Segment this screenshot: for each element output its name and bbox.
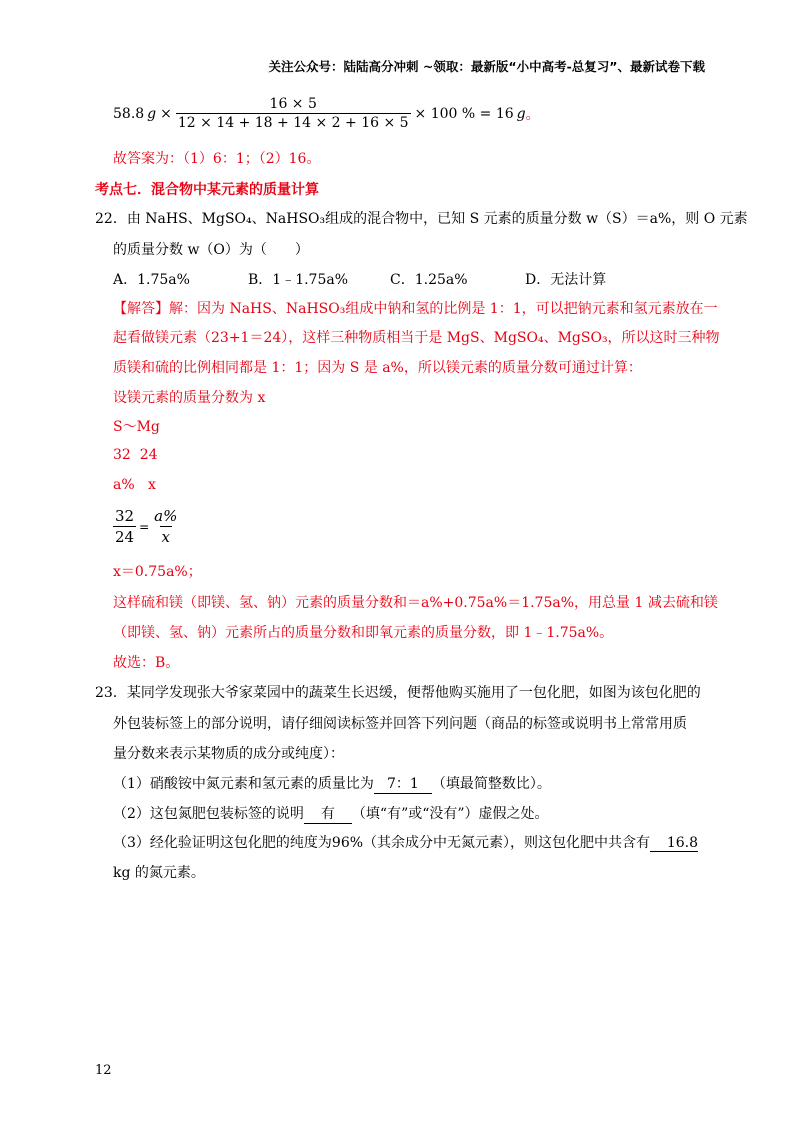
q22-analysis-line-3: 质镁和硫的比例相同都是 1：1；因为 S 是 a%，所以镁元素的质量分数可通过计算：	[113, 360, 642, 376]
q22-analysis-line-7: a% x	[113, 477, 156, 493]
q22-analysis-line-1: 【解答】解：因为 NaHS、NaHSO₃组成中钠和氢的比例是 1：1，可以把钠元素和氢元素放在一	[113, 301, 718, 317]
ratio-fraction-left: $\frac{32}{24}$	[115, 507, 135, 546]
calc-formula	[113, 96, 540, 131]
q22-analysis-line-6: 32 24	[113, 447, 158, 463]
q22-option-c: C．1.25a%	[390, 272, 468, 288]
q23-sub-3-line-2: kg 的氮元素。	[113, 865, 205, 881]
section-title: 考点七．混合物中某元素的质量计算	[95, 182, 319, 198]
analysis-tag: 【解答】	[113, 301, 169, 317]
q23-answer-2: 有	[304, 803, 352, 824]
calc-tail: × 100 % = 16	[414, 105, 514, 122]
q23-sub-2: （2）这包氮肥包装标签的说明 有 （填“有”或“没有”）虚假之处。	[113, 803, 549, 824]
q22-result-line-1: x＝0.75a%；	[113, 564, 202, 580]
q23-sub-1: （1）硝酸铵中氮元素和氢元素的质量比为 7：1 （填最简整数比）。	[113, 773, 551, 794]
calc-end: 。	[525, 106, 540, 123]
calc-numerator: 16 × 5	[269, 96, 317, 112]
page-header: 关注公众号：陆陆高分冲刺 ~领取：最新版“小中高考-总复习”、最新试卷下载	[268, 59, 705, 74]
q22-option-b: B．1﹣1.75a%	[248, 272, 349, 288]
q23-line-1: 23．某同学发现张大爷家菜园中的蔬菜生长迟缓，便帮他购买施用了一包化肥，如图为该包化肥的	[95, 685, 701, 701]
previous-answer: 故答案为：（1）6：1；（2）16。	[113, 151, 321, 167]
q22-analysis-line-4: 设镁元素的质量分数为 x	[113, 390, 266, 406]
ratio-equation: $\frac{32}{24}$ = $\frac{a\%}{x}$	[115, 507, 178, 546]
q22-line-1: 22．由 NaHS、MgSO₄、NaHSO₃组成的混合物中，已知 S 元素的质量分数 w（S）＝a%，则 O 元素	[95, 211, 748, 227]
q22-option-d: D．无法计算	[525, 272, 607, 288]
q23-answer-3: 16.8	[650, 835, 698, 852]
calc-lead: 58.8	[113, 105, 145, 122]
calc-unit-g: g	[147, 105, 157, 122]
ratio-fraction-right: $\frac{a\%}{x}$	[154, 507, 178, 546]
calc-fraction	[176, 96, 411, 131]
page-number: 12	[95, 1063, 112, 1078]
q23-line-2: 外包装标签上的部分说明，请仔细阅读标签并回答下列问题（商品的标签或说明书上常常用质	[113, 716, 687, 732]
q23-line-3: 量分数来表示某物质的成分或纯度）：	[113, 746, 344, 762]
q22-result-line-2: 这样硫和镁（即镁、氢、钠）元素的质量分数和＝a%+0.75a%＝1.75a%，用总量 1 减去硫和镁	[113, 595, 718, 611]
calc-unit-g-2: g	[516, 105, 526, 122]
q22-option-a: A．1.75a%	[113, 272, 190, 288]
q22-result-line-3: （即镁、氢、钠）元素所占的质量分数和即氧元素的质量分数，即 1﹣1.75a%。	[113, 625, 614, 641]
q23-sub-3: （3）经化验证明这包化肥的纯度为96%（其余成分中无氮元素），则这包化肥中共含有 16.8	[113, 835, 699, 851]
q22-line-2: 的质量分数 w（O）为（ ）	[113, 242, 309, 258]
q22-analysis-line-5: S～Mg	[113, 419, 160, 435]
q22-result-line-4: 故选：B。	[113, 655, 180, 671]
q22-analysis-line-2: 起看做镁元素（23+1＝24），这样三种物质相当于是 MgS、MgSO₄、MgSO₃，所以这时三种物	[113, 330, 720, 346]
calc-times: ×	[160, 105, 172, 122]
calc-denominator: 12 × 14 + 18 + 14 × 2 + 16 × 5	[177, 115, 409, 131]
q23-answer-1: 7：1	[374, 773, 432, 794]
